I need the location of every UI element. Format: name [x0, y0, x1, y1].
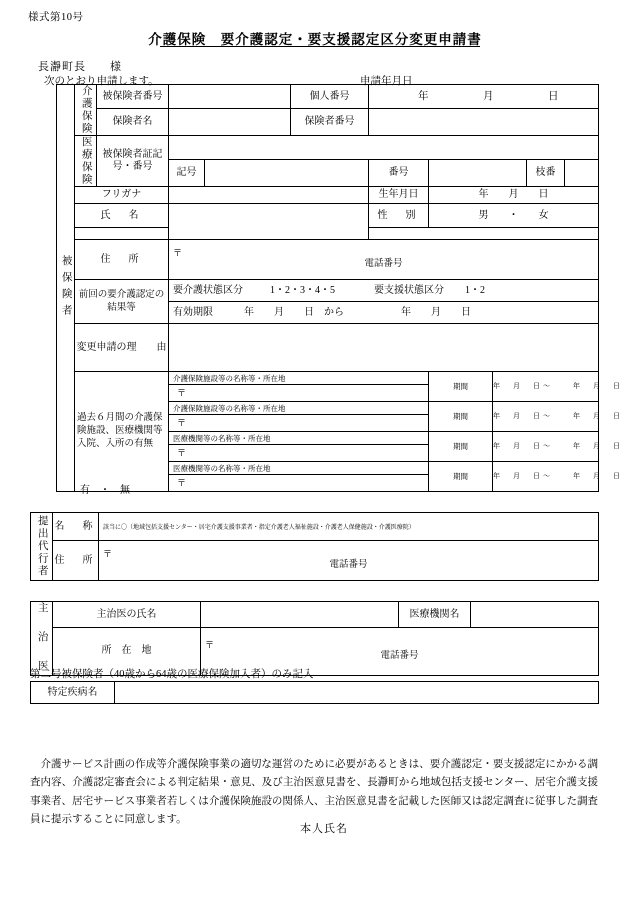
validity-label: 有効期限 — [173, 306, 213, 318]
personal-number-label: 個人番号 — [291, 85, 369, 109]
change-reason-field[interactable] — [169, 324, 599, 372]
insured-side-label: 被保険者 — [57, 85, 75, 492]
specified-disease-label: 特定疾病名 — [31, 682, 115, 704]
name-field[interactable] — [169, 204, 369, 240]
consent-text — [30, 756, 598, 830]
postal-mark: 〒 — [173, 248, 183, 259]
kigou-label: 記号 — [169, 160, 205, 187]
support-level-options[interactable]: 1・2 — [465, 284, 485, 296]
validity-to[interactable]: 年 月 日 — [401, 306, 471, 318]
doctor-address-label: 所 在 地 — [53, 628, 201, 675]
signature-label: 本人氏名 — [300, 823, 348, 835]
medical-name-label-1: 医療機関等の名称等・所在地 — [169, 432, 429, 445]
address-field[interactable] — [169, 240, 599, 280]
sex-label: 性 別 — [369, 204, 429, 228]
doctor-org-label: 医療機関名 — [399, 602, 471, 628]
doctor-org-field[interactable] — [471, 602, 599, 628]
application-date-title: 申請年月日 — [360, 76, 413, 87]
sex-options[interactable]: 男 ・ 女 — [429, 204, 599, 228]
doctor-tel-label: 電話番号 — [380, 650, 419, 661]
validity-from[interactable]: 年 月 日 から — [244, 306, 344, 318]
application-date-ymd: 年 月 日 — [418, 91, 581, 102]
specified-disease-field[interactable] — [115, 682, 599, 704]
tel-label: 電話番号 — [364, 259, 403, 270]
group-label-kaigo: 介護保険 — [75, 85, 97, 136]
facility-postal-1[interactable]: 〒 — [169, 385, 429, 402]
change-reason-label: 変更申請の理 由 — [75, 324, 169, 372]
history-yesno[interactable]: 有 ・ 無 — [80, 485, 130, 496]
birth-label: 生年月日 — [369, 187, 429, 204]
prev-result-label: 前回の要介護認定の結果等 — [75, 280, 169, 324]
insured-number-label: 被保険者番号 — [97, 85, 169, 109]
agent-name-note: 該当に〇（地域包括支援センター・居宅介護支援事業者・指定介護老人福祉施設・介護老人保健施設・介護医療院） — [103, 524, 415, 531]
doctor-name-field[interactable] — [201, 602, 399, 628]
intro-text: 次のとおり申請します。 — [44, 76, 159, 87]
agent-postal-mark: 〒 — [103, 549, 113, 560]
agent-address-label: 住 所 — [53, 541, 99, 581]
facility-name-label-1: 介護保険施設等の名称等・所在地 — [169, 372, 429, 385]
specified-disease-table — [30, 681, 599, 704]
insured-table — [56, 84, 623, 492]
med-insured-number-label: 被保険者証記号・番号 — [97, 136, 169, 187]
period-field-1[interactable]: 年 月 日〜 年 月 日 — [493, 372, 599, 402]
care-level-options[interactable]: 1・2・3・4・5 — [270, 284, 335, 296]
doctor-name-label: 主治医の氏名 — [53, 602, 201, 628]
insurer-number-label: 保険者番号 — [291, 109, 369, 136]
medical-name-label-2: 医療機関等の名称等・所在地 — [169, 462, 429, 475]
addressee: 長瀞町長 様 — [38, 61, 122, 73]
medical-postal-2[interactable]: 〒 — [169, 475, 429, 492]
period-field-4[interactable]: 年 月 日〜 年 月 日 — [493, 462, 599, 492]
furigana-field[interactable] — [169, 187, 369, 204]
kigou-field[interactable] — [205, 160, 369, 187]
period-field-3[interactable]: 年 月 日〜 年 月 日 — [493, 432, 599, 462]
address-label: 住 所 — [75, 240, 169, 280]
agent-name-label: 名 称 — [53, 513, 99, 541]
insurer-name-field[interactable] — [169, 109, 291, 136]
medical-postal-1[interactable]: 〒 — [169, 445, 429, 462]
validity-row[interactable] — [169, 302, 599, 324]
insured-number-boxes[interactable] — [169, 85, 291, 109]
insurer-number-boxes[interactable] — [369, 109, 599, 136]
title-underline — [160, 46, 480, 47]
support-level-label: 要支援状態区分 — [374, 284, 444, 296]
period-label-4: 期間 — [429, 462, 493, 492]
edaban-label: 枝番 — [527, 160, 565, 187]
doctor-side-label: 主 治 医 — [31, 602, 53, 676]
agent-name-field[interactable] — [99, 513, 599, 541]
agent-table — [30, 512, 599, 581]
doctor-table — [30, 601, 599, 676]
edaban-field[interactable] — [565, 160, 599, 187]
facility-postal-2[interactable]: 〒 — [169, 415, 429, 432]
furigana-label: フリガナ — [75, 187, 169, 204]
agent-side-label: 提出代行者 — [31, 513, 53, 581]
bangou-label: 番号 — [369, 160, 429, 187]
period-label-1: 期間 — [429, 372, 493, 402]
second-insured-heading: 第二号被保険者（40歳から64歳の医療保険加入者）のみ記入 — [30, 669, 314, 680]
consent-paragraph: 介護サービス計画の作成等介護保険事業の適切な運営のために必要があるときは、要介護認定・要支援認定にかかる調査内容、介護認定審査会による判定結果・意見、及び主治医意見書を、長瀞町から地域包括支援センター、居宅介護支援事業者、居宅サービス事業者若しくは介護保険施設の関係人、主治医意見書を記載した医師又は認定調査に従事した調査員に提示することに同意します。 — [30, 759, 598, 826]
period-field-2[interactable]: 年 月 日〜 年 月 日 — [493, 402, 599, 432]
bangou-field[interactable] — [429, 160, 527, 187]
med-insurer-name-field[interactable] — [169, 136, 599, 160]
agent-address-field[interactable] — [99, 541, 599, 581]
prev-care-level-row[interactable] — [169, 280, 599, 302]
period-label-2: 期間 — [429, 402, 493, 432]
page-title: 介護保険 要介護認定・要支援認定区分変更申請書 — [148, 32, 482, 47]
name-label: 氏 名 — [75, 204, 169, 228]
agent-tel-label: 電話番号 — [329, 560, 368, 571]
facility-name-label-2: 介護保険施設等の名称等・所在地 — [169, 402, 429, 415]
group-label-iryo: 医療保険 — [75, 136, 97, 187]
doctor-postal-mark: 〒 — [205, 640, 215, 651]
personal-number-boxes[interactable] — [369, 85, 599, 109]
form-number: 様式第10号 — [28, 12, 84, 23]
care-level-label: 要介護状態区分 — [173, 284, 243, 296]
insurer-name-label: 保険者名 — [97, 109, 169, 136]
birth-field[interactable]: 年 月 日 — [429, 187, 599, 204]
history-label: 過去６月間の介護保険施設、医療機関等入院、入所の有無 — [75, 372, 169, 492]
period-label-3: 期間 — [429, 432, 493, 462]
